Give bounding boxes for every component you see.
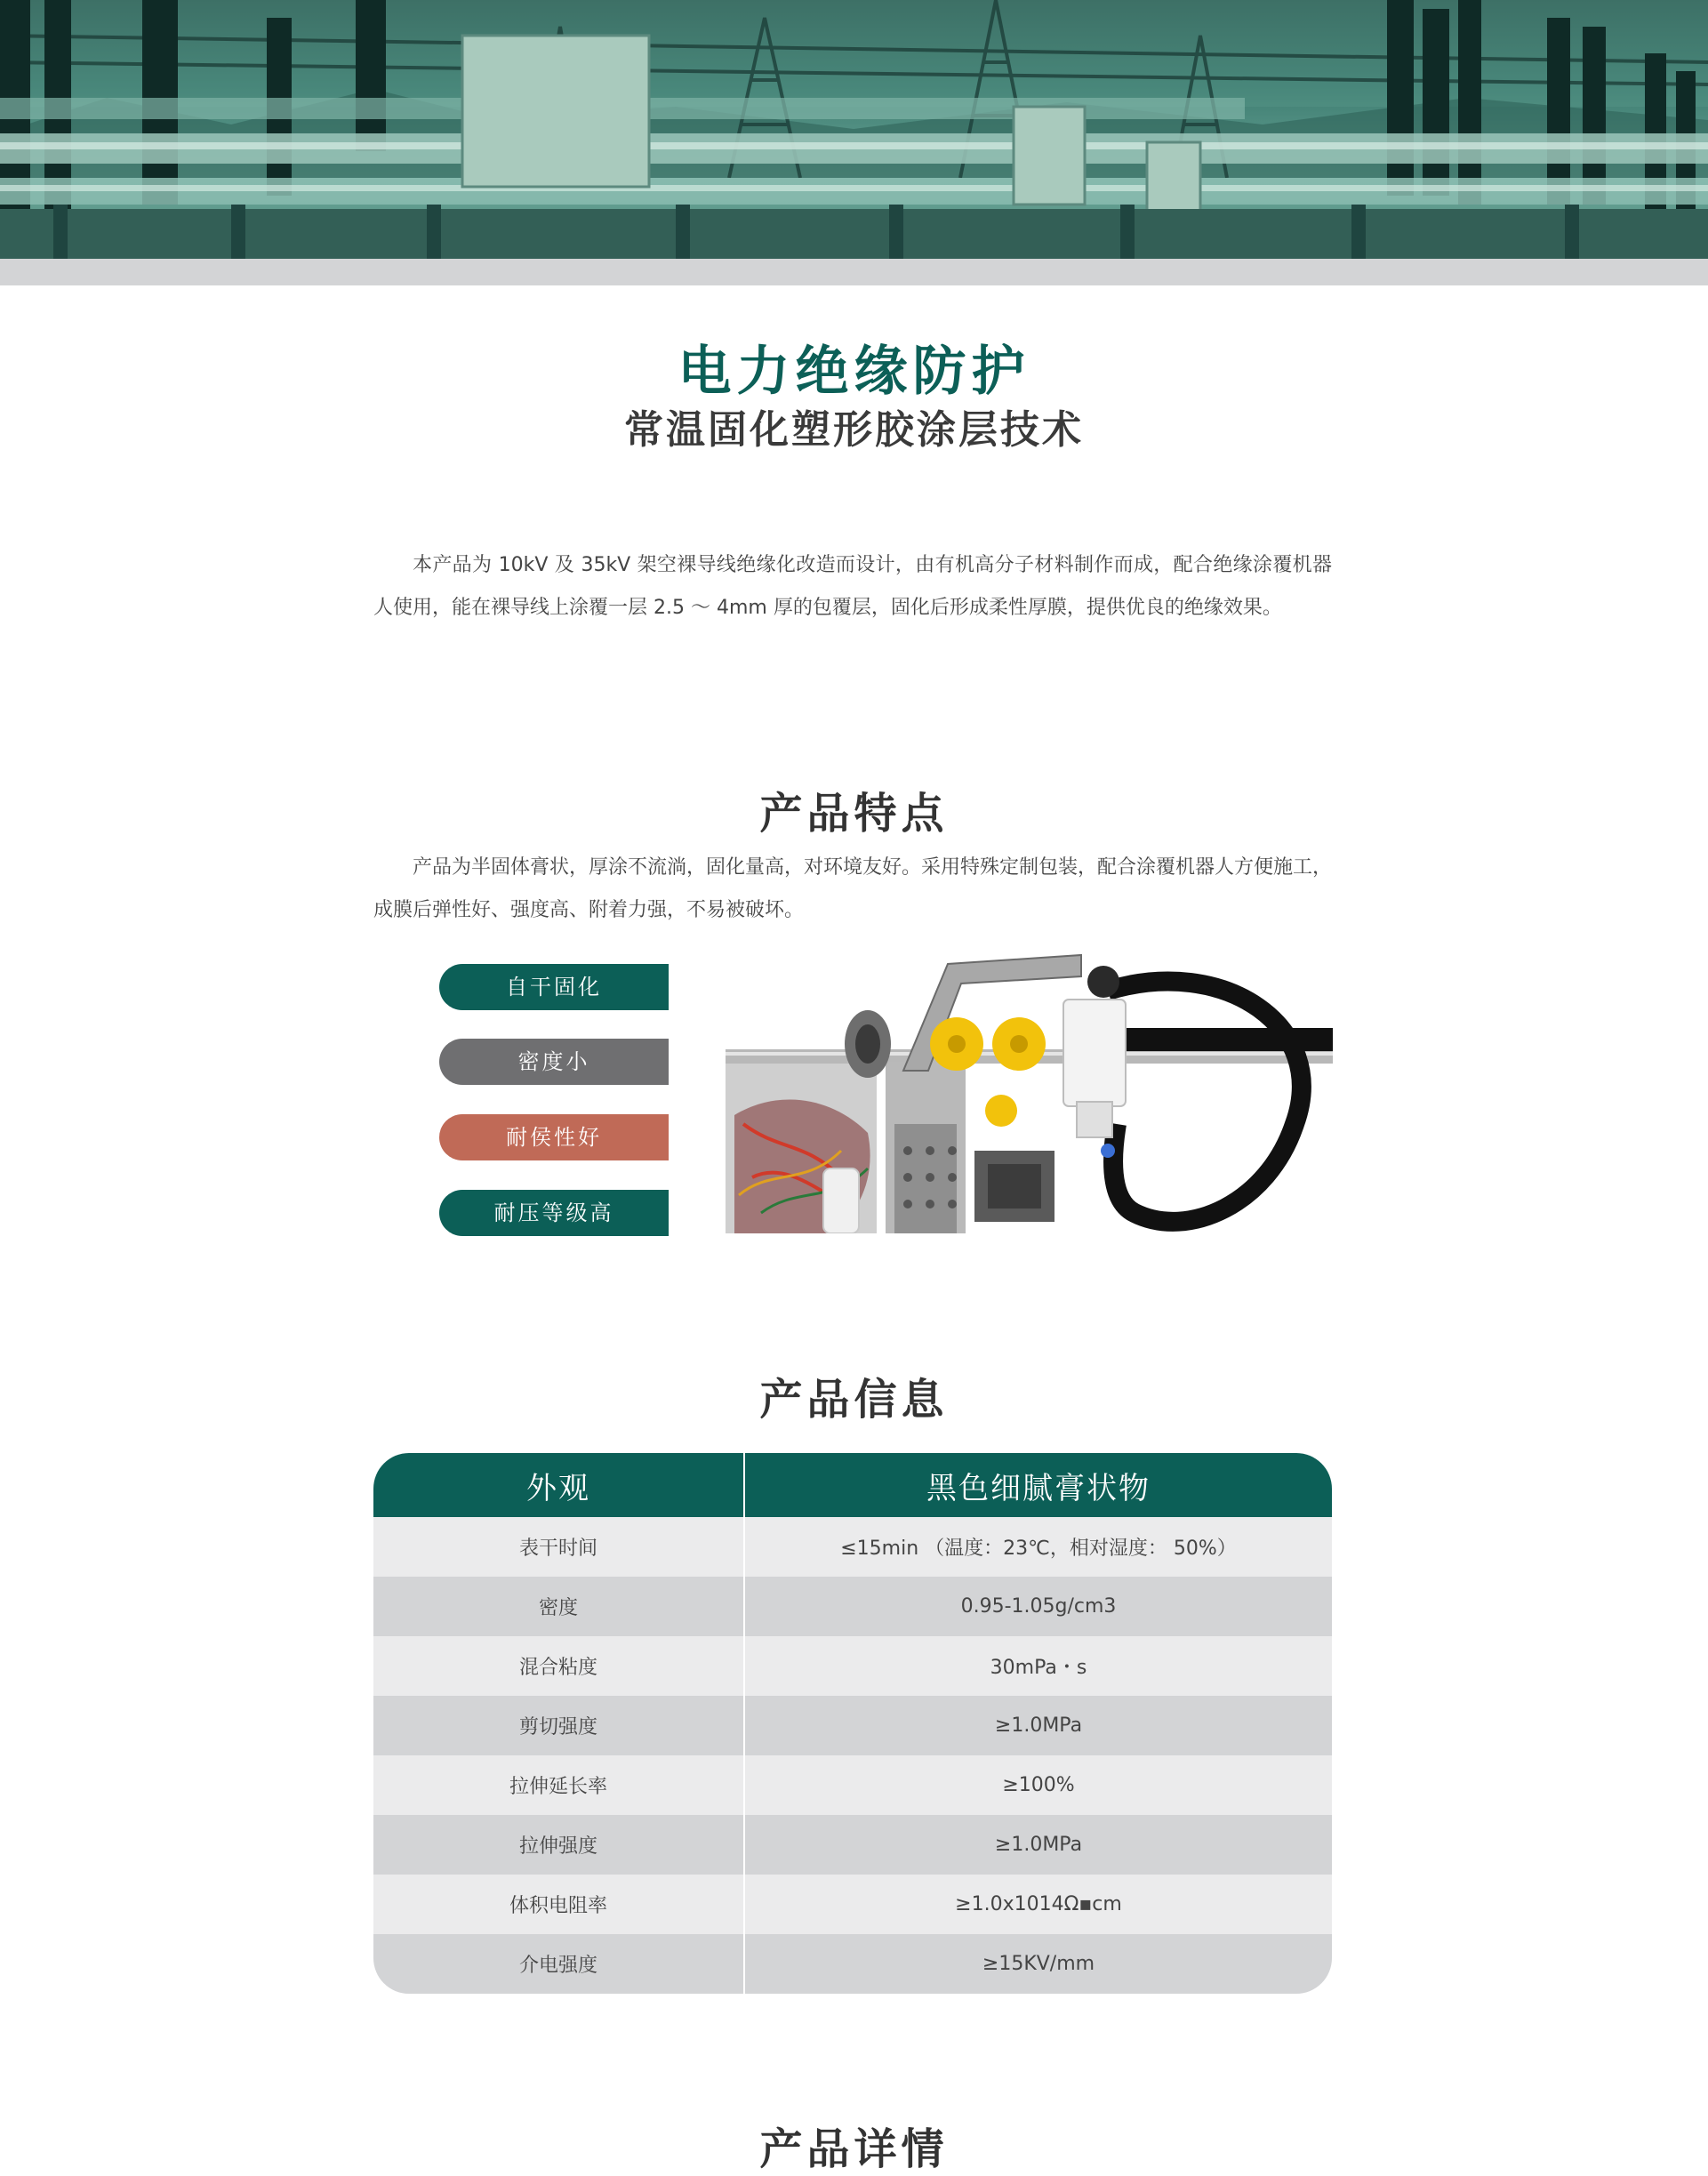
table-row [373,1696,1332,1755]
table-row [373,1934,1332,1994]
table-row [373,1577,1332,1636]
hero-divider-bar [0,259,1708,285]
table-row [373,1875,1332,1934]
table-cell-param: 密度 [373,1577,745,1636]
details-section-title: 产品详情 [759,2124,949,2174]
features-section-title: 产品特点 [759,789,949,839]
feature-pill-weather-resistant: 耐侯性好 [439,1114,669,1160]
table-header-row [373,1453,1332,1517]
table-row [373,1755,1332,1815]
feature-pill-self-curing: 自干固化 [439,964,669,1010]
table-cell-param: 剪切强度 [373,1696,745,1755]
table-cell-value: 30mPa・s [990,1657,1087,1679]
hero-banner [0,0,1708,259]
table-cell-param: 体积电阻率 [373,1875,745,1934]
table-row [373,1815,1332,1875]
page-title: 电力绝缘防护 [678,341,1030,403]
table-cell-param: 混合粘度 [373,1636,745,1696]
table-cell-param: 介电强度 [373,1934,745,1994]
coating-robot-illustration [726,946,1333,1233]
table-header-appearance-value: 黑色细腻膏状物 [926,1470,1151,1506]
substation-illustration [0,0,1708,259]
table-cell-param: 拉伸延长率 [373,1755,745,1815]
table-cell-value: ≥100% [1002,1774,1075,1796]
table-row [373,1517,1332,1577]
feature-pill-low-density: 密度小 [439,1039,669,1085]
table-header-appearance: 外观 [373,1453,745,1517]
features-paragraph: 产品为半固体膏状，厚涂不流淌，固化量高，对环境友好。采用特殊定制包装，配合涂覆机器人方便施工，成膜后弹性好、强度高、附着力强，不易被破坏。 [373,856,1333,921]
feature-pill-high-voltage: 耐压等级高 [439,1190,669,1236]
info-section-title: 产品信息 [759,1375,949,1425]
page-subtitle: 常温固化塑形胶涂层技术 [624,407,1084,453]
spec-table [373,1453,1332,1994]
table-cell-value: ≥1.0MPa [994,1834,1083,1856]
coating-robot-photo [726,946,1333,1233]
table-cell-param: 表干时间 [373,1517,745,1577]
table-cell-value: ≥1.0x1014Ω▪cm [955,1893,1122,1915]
table-cell-value: ≥15KV/mm [982,1953,1095,1975]
table-cell-value: 0.95-1.05g/cm3 [960,1595,1117,1618]
table-cell-param: 拉伸强度 [373,1815,745,1875]
table-cell-value: ≤15min （温度：23℃，相对湿度： 50%） [840,1538,1237,1560]
table-cell-value: ≥1.0MPa [994,1714,1083,1737]
table-row [373,1636,1332,1696]
intro-paragraph: 本产品为 10kV 及 35kV 架空裸导线绝缘化改造而设计，由有机高分子材料制作而成，配合绝缘涂覆机器人使用，能在裸导线上涂覆一层 2.5 ～ 4mm 厚的包覆层，固化后形成柔性厚膜，提供优良的绝缘效果。 [373,554,1332,619]
